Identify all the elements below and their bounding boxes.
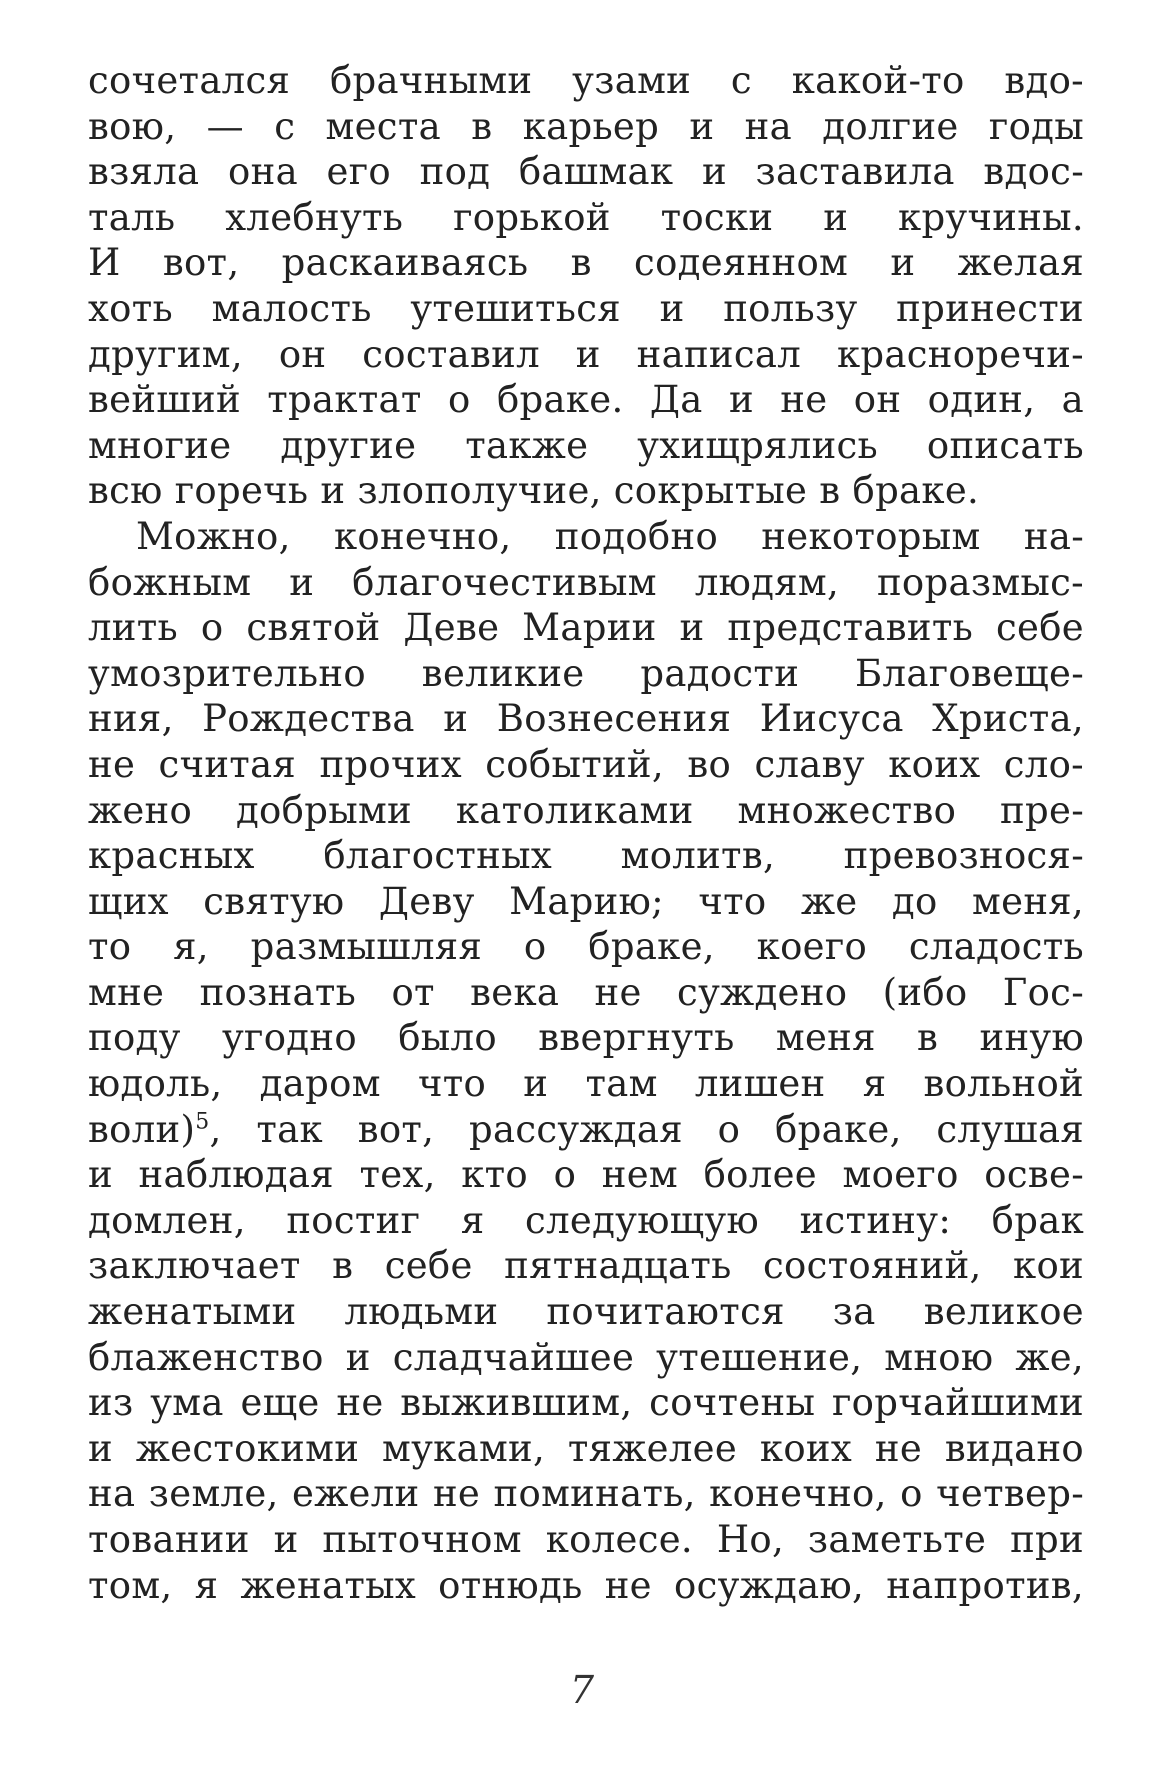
text-line: женатыми людьми почитаются за великое — [88, 1290, 1084, 1334]
text-line: всю горечь и злополучие, сокрытые в браке. — [88, 469, 980, 513]
text-line: жено добрыми католиками множество пре- — [88, 788, 1084, 832]
text-line: том, я женатых отнюдь не осуждаю, напротив, — [88, 1563, 1084, 1607]
text-line: то я, размышляя о браке, коего сладость — [88, 925, 1084, 969]
text-line: таль хлебнуть горькой тоски и кручины. — [88, 195, 1084, 239]
page-number: 7 — [569, 1668, 595, 1712]
text-line: поду угодно было ввергнуть меня в иную — [88, 1016, 1084, 1060]
text-line: щих святую Деву Марию; что же до меня, — [88, 879, 1084, 923]
text-line: сочетался брачными узами с какой-то вдо- — [88, 59, 1084, 102]
text-line: товании и пыточном колесе. Но, заметьте при — [88, 1518, 1084, 1561]
text-line: на земле, ежели не поминать, конечно, о четвер- — [88, 1472, 1084, 1516]
text-line: домлен, постиг я следующую истину: брак — [88, 1198, 1084, 1242]
text-line: лить о святой Деве Марии и представить себе — [88, 606, 1084, 650]
text-line: заключает в себе пятнадцать состояний, кои — [88, 1244, 1084, 1288]
text-line: блаженство и сладчайшее утешение, мною же, — [88, 1335, 1084, 1379]
text-line: юдоль, даром что и там лишен я вольной — [88, 1062, 1084, 1106]
paragraph-2 — [88, 514, 1084, 1608]
text-line: из ума еще не выжившим, сочтены горчайшими — [88, 1381, 1084, 1425]
text-line: И вот, раскаиваясь в содеянном и желая — [88, 241, 1084, 285]
text-line: хоть малость утешиться и пользу принести — [88, 286, 1084, 330]
text-line: умозрительно великие радости Благовеще- — [88, 651, 1084, 695]
text-line-with-footnote — [88, 1107, 1084, 1153]
text-line: многие другие также ухищрялись описать — [88, 423, 1084, 467]
text-line: Можно, конечно, подобно некоторым на- — [136, 514, 1084, 558]
text-line: не считая прочих событий, во славу коих сло- — [88, 742, 1084, 786]
text-line: ния, Рождества и Вознесения Иисуса Христа, — [88, 697, 1084, 741]
footnote-marker: 5 — [195, 1109, 210, 1135]
body-text — [88, 58, 1084, 1608]
text-line: красных благостных молитв, превознося- — [88, 834, 1084, 878]
text-line: взяла она его под башмак и заставила вдос- — [88, 150, 1084, 194]
text-line: вейший трактат о браке. Да и не он один, а — [88, 378, 1084, 422]
text-fragment: , так вот, рассуждая о браке, слушая — [209, 1107, 1084, 1151]
text-line: и наблюдая тех, кто о нем более моего осве- — [88, 1153, 1084, 1197]
text-line: мне познать от века не суждено (ибо Гос- — [88, 970, 1084, 1014]
text-line: другим, он составил и написал красноречи- — [88, 332, 1084, 376]
text-line: и жестокими муками, тяжелее коих не видано — [88, 1426, 1084, 1470]
paragraph-1 — [88, 58, 1084, 514]
text-line: вою, — с места в карьер и на долгие годы — [88, 104, 1084, 148]
text-fragment: воли) — [88, 1107, 196, 1151]
text-line: божным и благочестивым людям, поразмыс- — [88, 560, 1084, 604]
